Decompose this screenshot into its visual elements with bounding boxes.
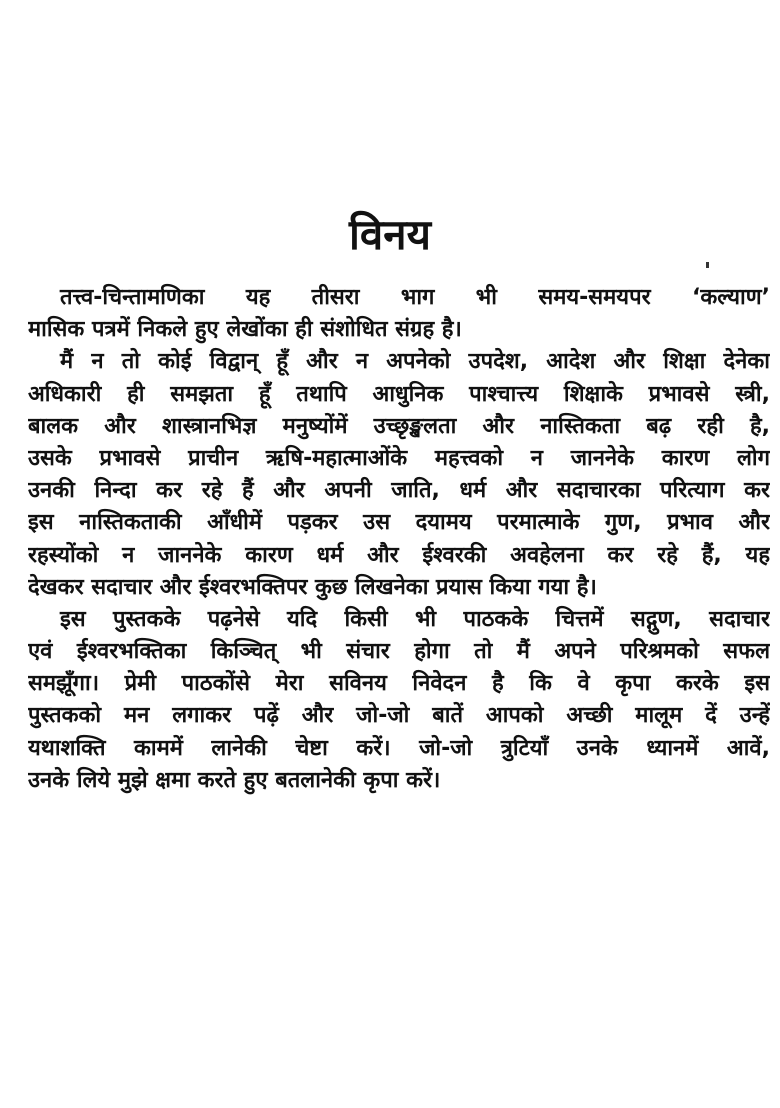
text-line: एवं ईश्वरभक्तिका किञ्चित् भी संचार होगा तो मैं अपने परिश्रमको सफल	[28, 639, 770, 665]
text-line: समझूँगा। प्रेमी पाठकोंसे मेरा सविनय निवेदन है कि वे कृपा करके इस	[28, 671, 770, 697]
text-line: उनकी निन्दा कर रहे हैं और अपनी जाति, धर्म और सदाचारका परित्याग कर	[28, 478, 770, 504]
paragraph-1	[28, 282, 770, 346]
text-line: अधिकारी ही समझता हूँ तथापि आधुनिक पाश्चात्त्य शिक्षाके प्रभावसे स्त्री,	[28, 381, 770, 407]
text-line: उनके लिये मुझे क्षमा करते हुए बतलानेकी कृपा करें।	[28, 767, 441, 793]
text-line: मासिक पत्रमें निकले हुए लेखोंका ही संशोधित संग्रह है।	[28, 317, 462, 343]
text-line: देखकर सदाचार और ईश्वरभक्तिपर कुछ लिखनेका प्रयास किया गया है।	[28, 574, 597, 600]
text-line: यथाशक्ति काममें लानेकी चेष्टा करें। जो-जो त्रुटियाँ उनके ध्यानमें आवें,	[28, 735, 770, 761]
text-line: उसके प्रभावसे प्राचीन ऋषि-महात्माओंके महत्त्वको न जाननेके कारण लोग	[28, 445, 770, 471]
text-line: इस पुस्तकके पढ़नेसे यदि किसी भी पाठकके चित्तमें सद्गुण, सदाचार	[60, 606, 770, 632]
text-line: इस नास्तिकताकी आँधीमें पड़कर उस दयामय परमात्माके गुण, प्रभाव और	[28, 510, 770, 536]
text-line: बालक और शास्त्रानभिज्ञ मनुष्योंमें उच्छृङ्खलता और नास्तिकता बढ़ रही है,	[28, 413, 770, 439]
paragraph-3	[28, 604, 770, 797]
paragraph-2	[28, 346, 770, 604]
text-line: तत्त्व-चिन्तामणिका यह तीसरा भाग भी समय-समयपर ‘कल्याण’	[60, 285, 770, 310]
text-line: पुस्तकको मन लगाकर पढ़ें और जो-जो बातें आपको अच्छी मालूम दें उन्हें	[28, 703, 770, 729]
document-body	[28, 282, 770, 797]
page-title: विनय	[349, 210, 431, 259]
print-speck	[706, 262, 709, 268]
text-line: रहस्योंको न जाननेके कारण धर्म और ईश्वरकी अवहेलना कर रहे हैं, यह	[28, 542, 770, 568]
text-line: मैं न तो कोई विद्वान् हूँ और न अपनेको उपदेश, आदेश और शिक्षा देनेका	[60, 349, 770, 375]
